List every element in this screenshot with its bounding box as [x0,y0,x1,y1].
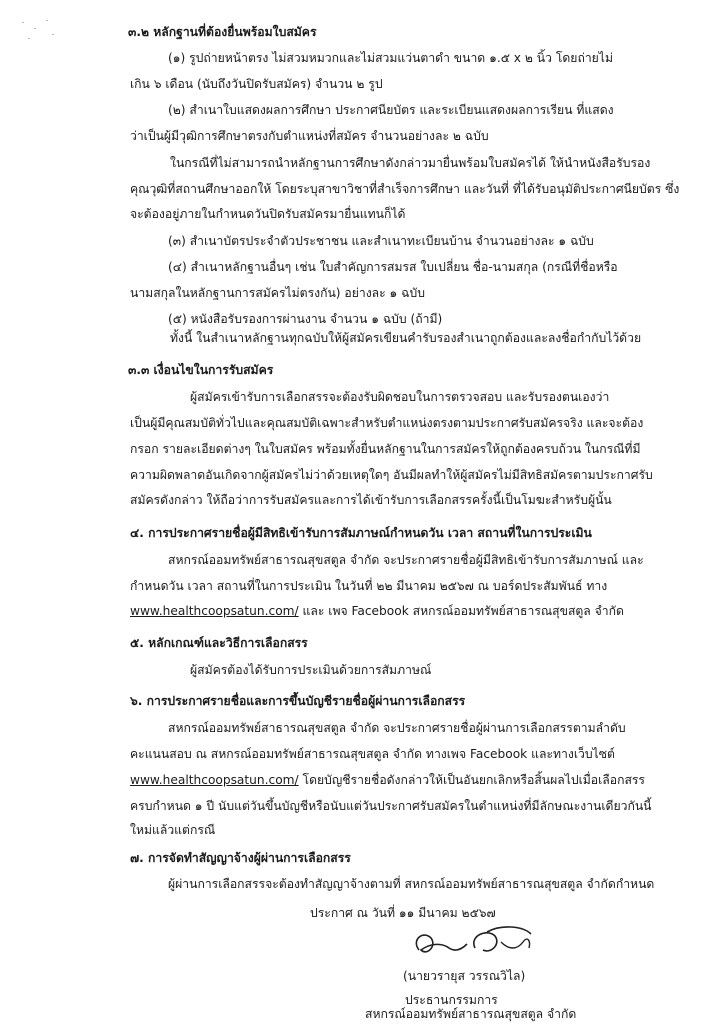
section-4-heading: ๔. การประกาศรายชื่อผู้มีสิทธิเข้ารับการสัมภาษณ์กำหนดวัน เวลา สถานที่ในการประเมิน [130,526,592,540]
section-4-line: สหกรณ์ออมทรัพย์สาธารณสุขสตูล จำกัด จะประกาศรายชื่อผู้มีสิทธิเข้ารับการสัมภาษณ์ และ [168,553,644,567]
section-3-2-line: ในกรณีที่ไม่สามารถนำหลักฐานการศึกษาดังกล่าวมายื่นพร้อมใบสมัครได้ ให้นำหนังสือรับรอง [170,156,651,170]
section-3-2-line: (๓) สำเนาบัตรประจำตัวประชาชน และสำเนาทะเบียนบ้าน จำนวนอย่างละ ๑ ฉบับ [168,234,594,248]
section-5-line: ผู้สมัครต้องได้รับการประเมินด้วยการสัมภาษณ์ [190,663,432,677]
section-6-link-tail: โดยบัญชีรายชื่อดังกล่าวให้เป็นอันยกเลิกหรือสิ้นผลไปเมื่อเลือกสรร [298,773,645,787]
section-6-line: คะแนนสอบ ณ สหกรณ์ออมทรัพย์สาธารณสุขสตูล จำกัด ทางเพจ Facebook และทางเว็บไซต์ [130,747,615,761]
section-6-link-line [130,772,645,788]
section-5-heading: ๕. หลักเกณฑ์และวิธีการเลือกสรร [130,636,308,650]
section-6-line: ครบกำหนด ๑ ปี นับแต่วันขึ้นบัญชีหรือนับแต่วันประกาศรับสมัครในตำแหน่งที่มีลักษณะงานเดียวกันนี้ [130,799,652,813]
section-3-2-line: ทั้งนี้ ในสำเนาหลักฐานทุกฉบับให้ผู้สมัครเขียนคำรับรองสำเนาถูกต้องและลงชื่อกำกับไว้ด้วย [170,331,642,345]
section-3-2-heading: ๓.๒ หลักฐานที่ต้องยื่นพร้อมใบสมัคร [128,25,317,39]
section-4-line: กำหนดวัน เวลา สถานที่ในการประเมิน ในวันที่ ๒๒ มีนาคม ๒๕๖๗ ณ บอร์ดประสัมพันธ์ ทาง [130,579,608,593]
signer-org: สหกรณ์ออมทรัพย์สาธารณสุขสตูล จำกัด [365,1007,577,1021]
announce-date: ประกาศ ณ วันที่ ๑๑ มีนาคม ๒๕๖๗ [310,906,496,920]
section-7-heading: ๗. การจัดทำสัญญาจ้างผู้ผ่านการเลือกสรร [130,851,351,865]
section-3-3-line: ความผิดพลาดอันเกิดจากผู้สมัครไม่ว่าด้วยเหตุใดๆ อันมีผลทำให้ผู้สมัครไม่มีสิทธิสมัครตามประกาศรับ [130,468,653,482]
website-link[interactable]: www.healthcoopsatun.com/ [130,604,299,618]
section-6-line: สหกรณ์ออมทรัพย์สาธารณสุขสตูล จำกัด จะประกาศรายชื่อผู้ผ่านการเลือกสรรตามลำดับ [168,721,626,735]
scan-speckles [20,18,60,48]
section-3-2-line: (๒) สำเนาใบแสดงผลการศึกษา ประกาศนียบัตร และระเบียนแสดงผลการเรียน ที่แสดง [168,103,614,117]
section-3-2-line: จะต้องอยู่ภายในกำหนดวันปิดรับสมัครมายื่นแทนก็ได้ [130,207,406,221]
signature-image [405,920,555,970]
section-3-2-line: (๔) สำเนาหลักฐานอื่นๆ เช่น ใบสำคัญการสมรส ใบเปลี่ยน ชื่อ-นามสกุล (กรณีที่ชื่อหรือ [168,260,618,274]
section-3-2-line: นามสกุลในหลักฐานการสมัครไม่ตรงกัน) อย่างละ ๑ ฉบับ [130,286,425,300]
section-4-link-line [130,603,624,619]
section-3-2-line: (๕) หนังสือรับรองการผ่านงาน จำนวน ๑ ฉบับ (ถ้ามี) [168,312,443,326]
section-6-heading: ๖. การประกาศรายชื่อและการขึ้นบัญชีรายชื่อผู้ผ่านการเลือกสรร [130,694,466,708]
section-4-link-tail: และ เพจ Facebook สหกรณ์ออมทรัพย์สาธารณสุขสตูล จำกัด [298,604,624,618]
section-3-3-heading: ๓.๓ เงื่อนไขในการรับสมัคร [128,363,274,377]
signer-name: (นายวรายุส วรรณวิไล) [403,969,526,983]
section-3-3-line: กรอก รายละเอียดต่างๆ ในใบสมัคร พร้อมทั้งยื่นหลักฐานในการสมัครให้ถูกต้องครบถ้วน ในกรณีที่มี [130,442,641,456]
section-3-2-line: (๑) รูปถ่ายหน้าตรง ไม่สวมหมวกและไม่สวมแว่นตาดำ ขนาด ๑.๕ x ๒ นิ้ว โดยถ่ายไม่ [168,51,613,65]
section-6-line: ใหม่แล้วแต่กรณี [130,823,216,837]
section-3-3-line: สมัครดังกล่าว ให้ถือว่าการรับสมัครและการได้เข้ารับการเลือกสรรครั้งนี้เป็นโมฆะสำหรับผู้นั้น [130,493,612,507]
website-link[interactable]: www.healthcoopsatun.com/ [130,773,299,787]
signer-title: ประธานกรรมการ [405,993,498,1007]
section-3-2-line: คุณวุฒิที่สถานศึกษาออกให้ โดยระบุสาขาวิชาที่สำเร็จการศึกษา และวันที่ ที่ได้รับอนุมัติประกาศนียบัตร ซึ่ง [130,182,680,196]
section-3-2-line: ว่าเป็นผู้มีวุฒิการศึกษาตรงกับตำแหน่งที่สมัคร จำนวนอย่างละ ๒ ฉบับ [130,129,489,143]
section-7-line: ผู้ผ่านการเลือกสรรจะต้องทำสัญญาจ้างตามที่ สหกรณ์ออมทรัพย์สาธารณสุขสตูล จำกัดกำหนด [168,877,655,891]
section-3-3-line: เป็นผู้มีคุณสมบัติทั่วไปและคุณสมบัติเฉพาะสำหรับตำแหน่งตรงตามประกาศรับสมัครจริง และจะต้อง [130,416,644,430]
section-3-2-line: เกิน ๖ เดือน (นับถึงวันปิดรับสมัคร) จำนวน ๒ รูป [130,77,383,91]
section-3-3-line: ผู้สมัครเข้ารับการเลือกสรรจะต้องรับผิดชอบในการตรวจสอบ และรับรองตนเองว่า [190,390,610,404]
